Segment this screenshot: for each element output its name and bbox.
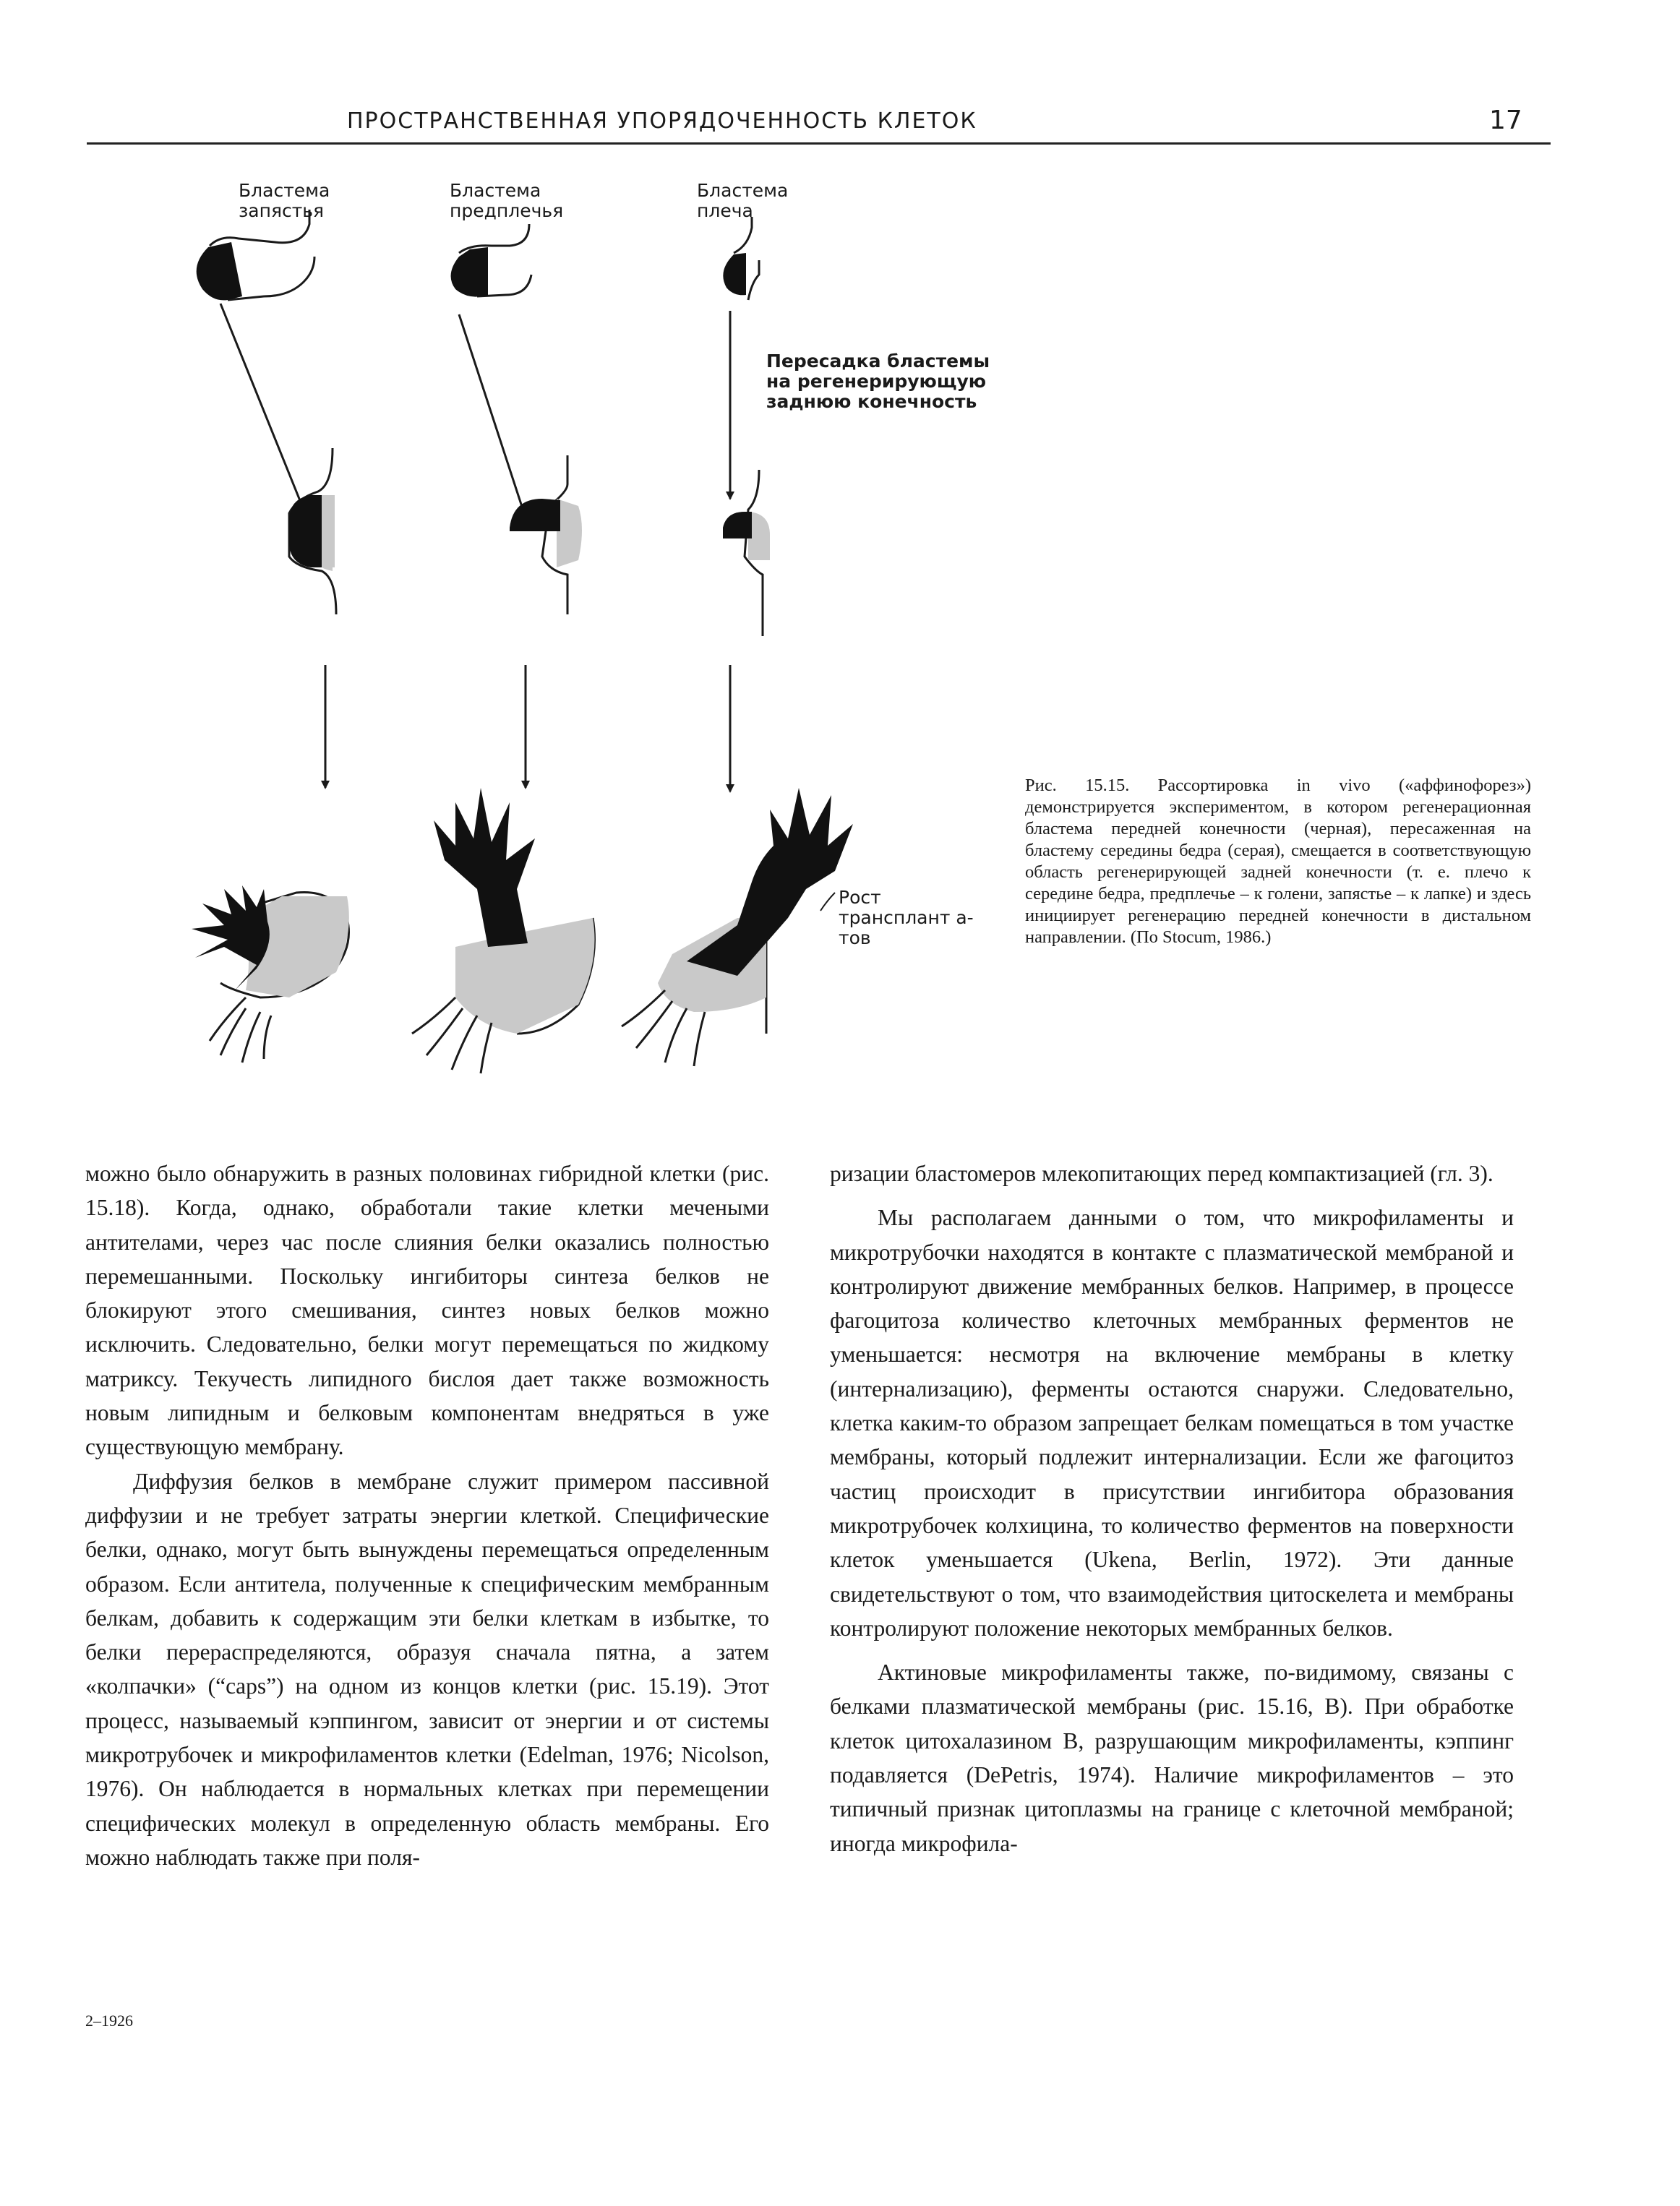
text-column-left [85, 1156, 769, 1874]
paragraph: ризации бластомеров млекопитающих перед компактизацией (гл. 3). [830, 1161, 1493, 1186]
forelimb-hand-black-3 [687, 788, 853, 976]
graft-black-2 [510, 499, 560, 531]
paragraph: Актиновые микрофиламенты также, по-видимому, связаны с белками плазматической мембраны (рис. 15.16, B). При обработке клеток цитохалазином B, разрушающим микрофиламенты, кэппинг подавляется (DePetris, 1974). Наличие микрофиламентов – это типичный признак цитоплазмы на границе с клеточной мембраной; иногда микрофила- [830, 1660, 1514, 1856]
host-hindlimb-1 [289, 448, 336, 614]
graft-black-3 [723, 512, 752, 538]
paragraph: можно было обнаружить в разных половинах гибридной клетки (рис. 15.18). Когда, однако, обработали такие клетки мечеными антителами, через час после слияния белки оказались полностью перемешанными. Поскольку ингибиторы синтеза белков не блокируют этого смешивания, синтез новых белков можно исключить. Следовательно, белки могут перемещаться по жидкому матриксу. Текучесть липидного бислоя дает также возможность новым липидным и белковым компонентам внедряться в уже существующую мембрану. [85, 1161, 769, 1460]
label-forearm-blastema: Бластема предплечья [450, 180, 564, 221]
forelimb-hand-black-2 [434, 788, 535, 947]
text-column-right [830, 1156, 1514, 1860]
shoulder-blastema-black [723, 253, 746, 295]
result-limb-2 [412, 788, 595, 1073]
signature-mark: 2–1926 [85, 2012, 133, 2030]
forearm-blastema-black [451, 247, 488, 297]
label-wrist-blastema: Бластема запястья [239, 180, 330, 221]
figure-diagram [116, 166, 1055, 1128]
header-rule [87, 142, 1551, 145]
figure-caption: Рис. 15.15. Рассортировка in vivo («аффинофорез») демонстрируется экспериментом, в котором регенерационная бластема передней конечности (черная), пересаженная на бластему середины бедра (серая), смещается в соответствующую область регенерирующей задней конечности (т. е. плечо к середине бедра, предплечье – к голени, запястье – к лапке) и здесь инициирует регенерацию передней конечности в дистальном направлении. (По Stocum, 1986.) [1025, 776, 1531, 947]
arrow-forearm-transplant [459, 314, 524, 513]
wrist-blastema-black [197, 242, 242, 300]
figure-15-15 [116, 166, 1055, 1128]
page-number: 17 [1489, 106, 1522, 135]
running-title: ПРОСТРАНСТВЕННАЯ УПОРЯДОЧЕННОСТЬ КЛЕТОК [347, 108, 977, 134]
result-limb-3 [622, 788, 853, 1066]
donor-forelimb-forearm [451, 224, 531, 297]
hindlimb-blastema-gray-2 [557, 499, 582, 567]
arrow-wrist-transplant [220, 304, 304, 510]
label-shoulder-blastema: Бластема плеча [697, 180, 789, 221]
label-graft-growth: Рост трансплант а- тов [839, 887, 974, 948]
paragraph: Диффузия белков в мембране служит примером пассивной диффузии и не требует затраты энергии клеткой. Специфические белки, однако, могут быть вынуждены перемещаться определенным образом. Если антитела, полученные к специфическим мембранным белкам, добавить к содержащим эти белки клеткам в избытке, то белки перераспределяются, образуя сначала пятна, а затем «колпачки» (“caps”) на одном из концов клетки (рис. 15.19). Этот процесс, называемый кэппингом, зависит от энергии и от системы микротрубочек и микрофиламентов клетки (Edelman, 1976; Nicolson, 1976). Он наблюдается в нормальных клетках при перемещении специфических молекул в определенную область мембраны. Его можно наблюдать также при поля- [85, 1468, 769, 1870]
label-transplant: Пересадка бластемы на регенерирующую заднюю конечность [766, 351, 990, 412]
graft-black-1 [289, 495, 322, 567]
growth-pointer-line [820, 893, 835, 911]
donor-forelimb-wrist [197, 210, 314, 300]
result-limb-1 [192, 885, 349, 1063]
paragraph: Мы располагаем данными о том, что микрофиламенты и микротрубочки находятся в контакте с плазматической мембраной и контролируют движение мембранных белков. Например, в процессе фагоцитоза количество клеточных мембранных ферментов не уменьшается: несмотря на включение мембраны в клетку (интернализацию), ферменты остаются снаружи. Следовательно, клетка каким-то образом запрещает белкам помещаться в том участке мембраны, который подлежит интернализации. Если же фагоцитоз частиц происходит в присутствии ингибитора образования микротрубочек колхицина, то количество ферментов на поверхности клеток уменьшается (Ukena, Berlin, 1972). Эти данные свидетельствуют о том, что взаимодействия цитоскелета и мембраны контролируют положение некоторых мембранных белков. [830, 1205, 1514, 1641]
host-hindlimb-2 [510, 455, 582, 614]
donor-forelimb-shoulder [723, 217, 759, 300]
